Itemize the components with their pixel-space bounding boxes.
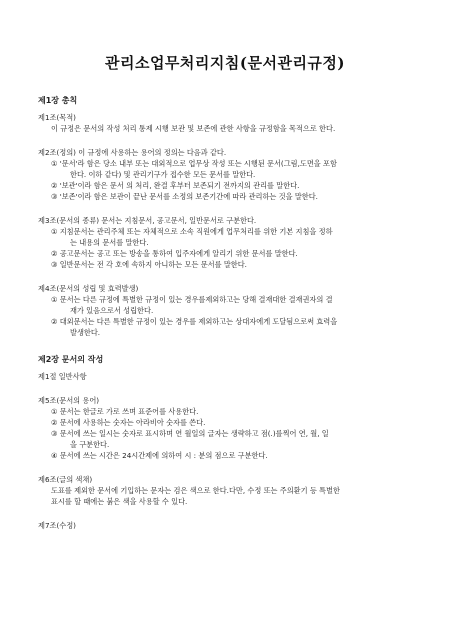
article-5-item-4: ④ 문서에 쓰는 시간은 24시간제에 의하여 시 : 분의 점으로 구분한다. [51, 451, 268, 460]
article-2-item-3: ③ '보존'이라 함은 보관이 끝난 문서를 소정의 보존기간에 따라 관리하는 것을 말한다. [51, 192, 318, 201]
article-5-item-2: ② 문서에 사용하는 숫자는 아라비아 숫자를 쓴다. [51, 418, 206, 427]
article-3-item-3: ③ 일반문서는 전 각 호에 속하지 아니하는 모든 문서를 말한다. [51, 260, 247, 269]
article-4-title: 제4조(문서의 성립 및 효력발생) [38, 284, 139, 293]
article-4-item-2-cont: 발생한다. [70, 328, 101, 337]
article-2-item-2: ② '보관'이라 함은 문서 의 처리, 완결 후부터 보존되기 전까지의 관리를 말한다. [51, 181, 300, 190]
article-7-title: 제7조(수정) [38, 521, 76, 530]
article-4-item-1: ① 문서는 다른 규정에 특별한 규정이 있는 경우를제외하고는 당해 결재대한 결재권자의 결 [51, 295, 333, 304]
chapter-heading-1: 제1장 총칙 [38, 96, 78, 105]
article-3-title: 제3조(문서의 종류) 문서는 지침문서, 공고문서, 일반문서로 구분한다. [38, 216, 257, 225]
article-3-item-1: ① 지침문서는 관리주체 또는 자체적으로 소속 직원에게 업무처리를 위한 기본 지침을 정하 [51, 227, 333, 236]
section-1-title: 제1절 일반사항 [38, 372, 87, 381]
article-5-item-3-cont: 을 구분한다. [70, 440, 110, 449]
article-6-text-cont: 표시를 할 때에는 붉은 색을 사용할 수 있다. [51, 497, 188, 506]
article-2-item-1: ① '문서'라 함은 당소 내부 또는 대외적으로 업무상 작성 또는 시행된 문서(그림,도면을 포함 [51, 159, 337, 168]
article-2-title: 제2조(정의) 이 규정에 사용하는 용어의 정의는 다음과 같다. [38, 148, 227, 157]
article-4-item-2: ② 대외문서는 다른 특별한 규정이 있는 경우를 제외하고는 상대자에게 도달됨으로써 효력을 [51, 317, 338, 326]
article-3-item-2: ② 공고문서는 공고 또는 방송을 통하여 입주자에게 알리기 위한 문서를 말한다. [51, 249, 298, 258]
article-5-item-3: ③ 문서에 쓰는 일시는 숫자로 표시하며 연 월일의 글자는 생략하고 점(.)를찍어 연, 월, 일 [51, 429, 329, 438]
chapter-heading-2: 제2장 문서의 작성 [38, 355, 104, 364]
article-1-text: 이 규정은 문서의 작성 처리 통제 시행 보관 및 보존에 관한 사항을 규정함을 목적으로 한다. [51, 124, 336, 133]
article-2-item-1-cont: 한다. 이하 같다) 및 관리기구가 접수한 모든 문서를 말한다. [70, 170, 256, 179]
article-5-item-1: ① 문서는 한글로 가로 쓰며 표준어를 사용한다. [51, 407, 199, 416]
article-1-title: 제1조(목적) [38, 113, 76, 122]
article-3-item-1-cont: 는 내용의 문서를 말한다. [70, 238, 149, 247]
document-title: 관리소업무처리지침(문서관리규정) [104, 54, 346, 72]
article-6-text: 도표를 제외한 문서에 기입하는 문자는 검은 색으로 한다.다만, 수정 또는 주의환기 등 특별한 [51, 486, 340, 495]
article-6-title: 제6조(글의 색채) [38, 475, 93, 484]
article-5-title: 제5조(문서의 용어) [38, 396, 100, 405]
article-4-item-1-cont: 재가 있음으로서 성립한다. [70, 306, 154, 315]
